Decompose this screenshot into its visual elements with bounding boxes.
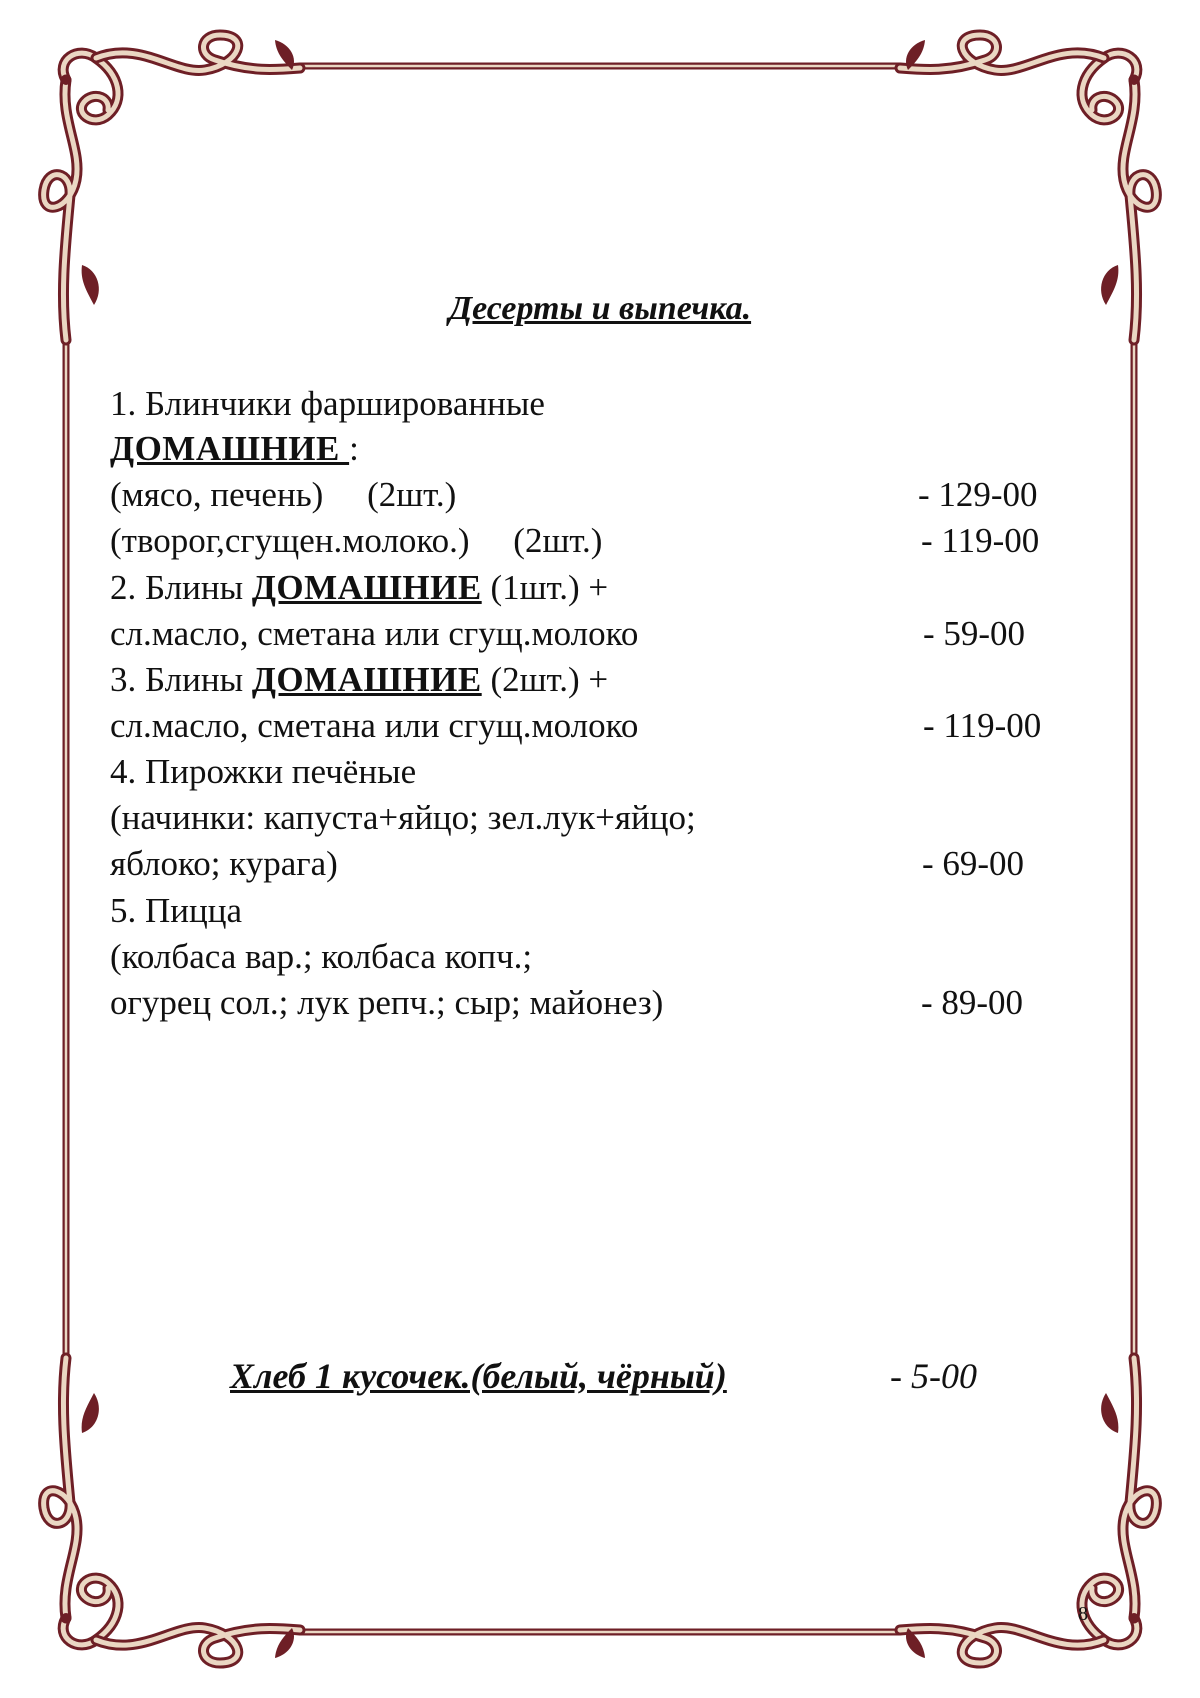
page-title: Десерты и выпечка. (448, 290, 752, 327)
item-1-title: 1. Блинчики фаршированные (110, 384, 545, 423)
item-1b-price: - 119-00 (921, 521, 1040, 560)
page-number: 8 (1078, 1603, 1088, 1625)
menu-line (0, 471, 1200, 518)
menu-line (0, 702, 1200, 749)
item-1a-description: (мясо, печень) (2шт.) (110, 475, 457, 514)
menu-line (0, 380, 1200, 427)
item-4-description-1: (начинки: капуста+яйцо; зел.лук+яйцо; (110, 798, 696, 837)
item-2-prefix: 2. Блины (110, 568, 252, 607)
menu-line (0, 933, 1200, 980)
menu-line (0, 610, 1200, 657)
item-5-description-1: (колбаса вар.; колбаса копч.; (110, 937, 533, 976)
item-2-title (110, 564, 608, 611)
item-5-title: 5. Пицца (110, 891, 243, 930)
item-2-description: сл.масло, сметана или сгущ.молоко (110, 614, 639, 653)
homemade-emphasis: ДОМАШНИЕ (251, 660, 482, 699)
item-1b-description: (творог,сгущен.молоко.) (2шт.) (110, 521, 603, 560)
item-5-price: - 89-00 (921, 983, 1024, 1022)
item-4-title: 4. Пирожки печёные (110, 752, 417, 791)
menu-line (0, 794, 1200, 841)
menu-line (0, 425, 1200, 472)
item-2-price: - 59-00 (923, 614, 1026, 653)
colon: : (349, 429, 359, 468)
menu-line (0, 517, 1200, 564)
item-3-prefix: 3. Блины (110, 660, 252, 699)
menu-line (0, 656, 1200, 703)
item-2-suffix: (1шт.) + (481, 568, 609, 607)
item-1a-price: - 129-00 (918, 475, 1038, 514)
menu-line (0, 979, 1200, 1026)
homemade-emphasis: ДОМАШНИЕ (110, 429, 350, 468)
item-3-price: - 119-00 (923, 706, 1042, 745)
bread-price: - 5-00 (890, 1356, 977, 1396)
item-3-title (110, 656, 608, 703)
menu-line (0, 887, 1200, 934)
item-4-description-2: яблоко; курага) (110, 844, 338, 883)
homemade-emphasis: ДОМАШНИЕ (251, 568, 482, 607)
menu-line (0, 748, 1200, 795)
item-5-description-2: огурец сол.; лук репч.; сыр; майонез) (110, 983, 664, 1022)
menu-line (0, 840, 1200, 887)
menu-line (0, 564, 1200, 611)
bread-label: Хлеб 1 кусочек.(белый, чёрный) (230, 1356, 727, 1396)
item-1-homemade-line (110, 425, 359, 472)
item-4-price: - 69-00 (922, 844, 1025, 883)
item-3-description: сл.масло, сметана или сгущ.молоко (110, 706, 639, 745)
item-3-suffix: (2шт.) + (481, 660, 609, 699)
